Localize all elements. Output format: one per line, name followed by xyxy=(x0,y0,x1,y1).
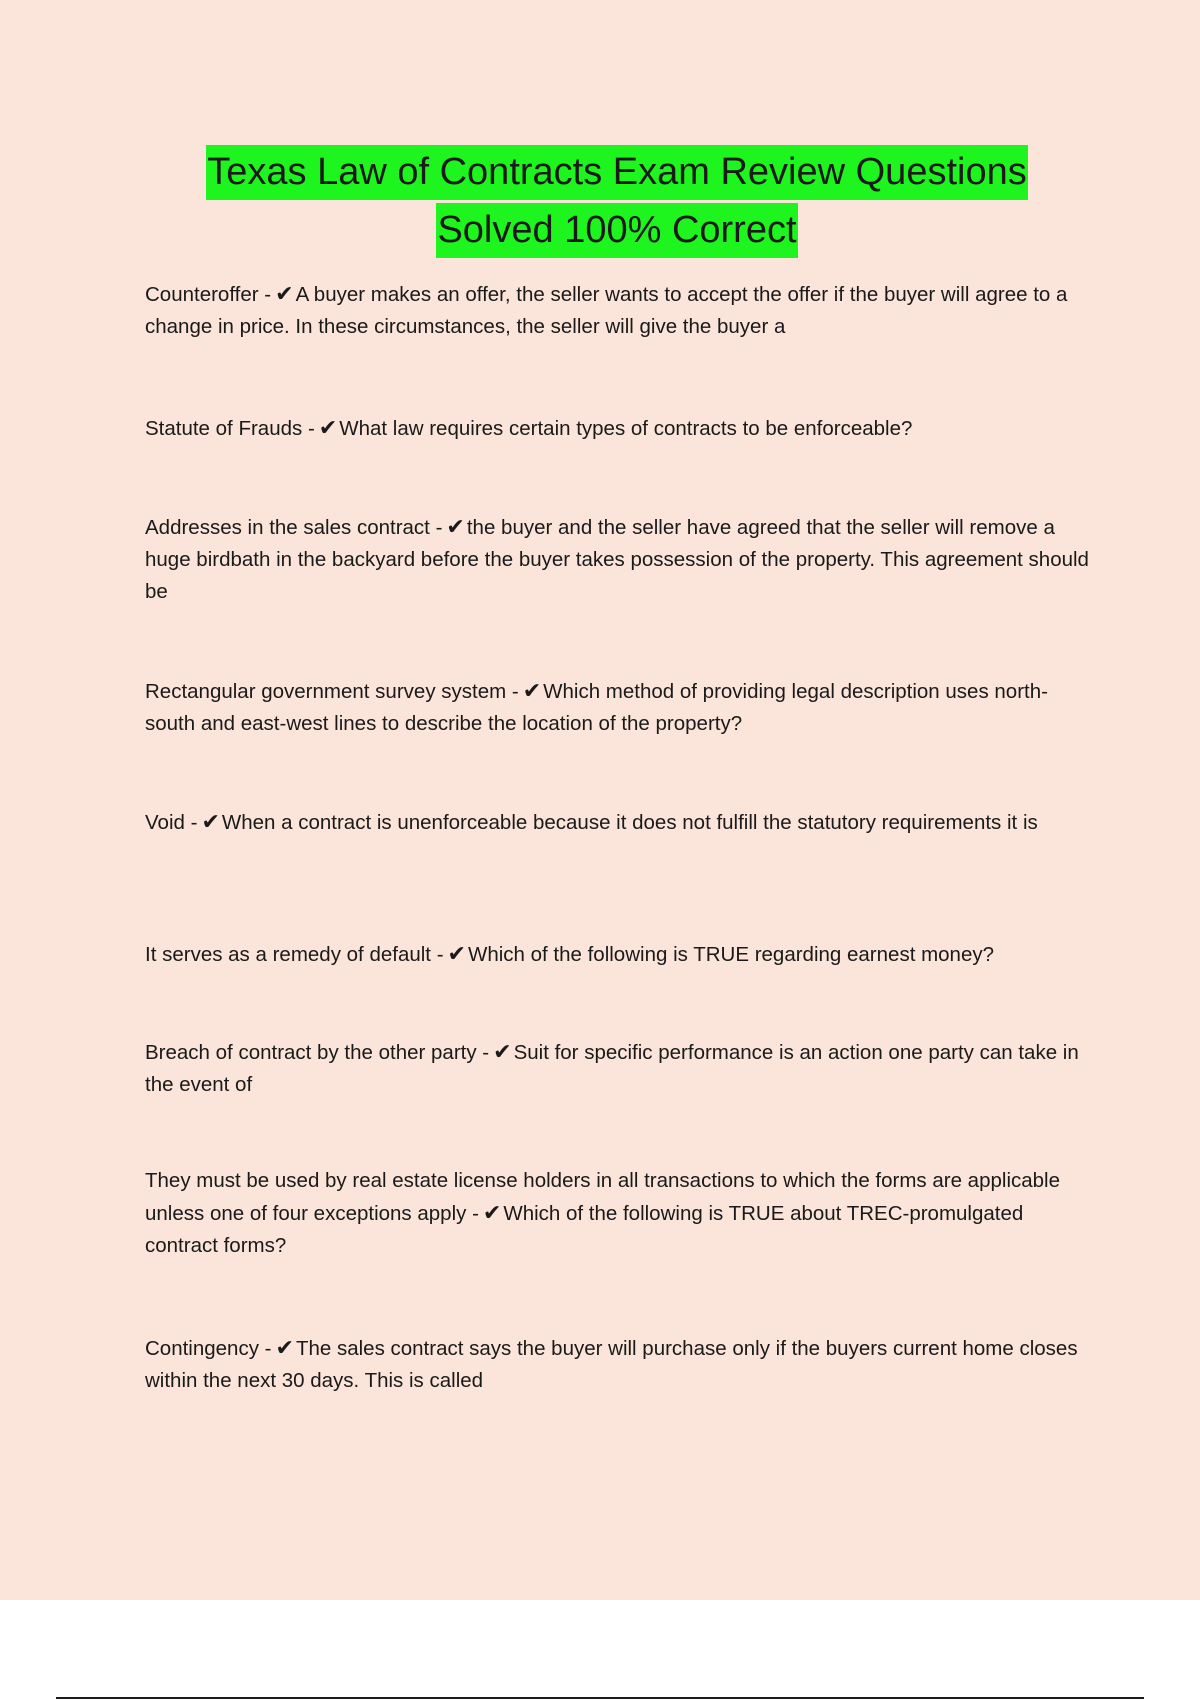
separator: - xyxy=(307,417,315,440)
answer-text: Statute of Frauds xyxy=(145,417,303,440)
answer-text: They must be used by real estate license holders in all transactions to which the forms are applicable unless one of four exceptions apply xyxy=(145,1169,1061,1225)
separator: - xyxy=(511,680,519,703)
qa-item xyxy=(145,412,1095,445)
check-icon: ✔ xyxy=(482,1200,502,1225)
check-icon: ✔ xyxy=(522,678,542,703)
question-text: When a contract is unenforceable because it does not fulfill the statutory requirements it is xyxy=(221,811,1038,834)
title-line-2: Solved 100% Correct xyxy=(436,203,797,258)
check-icon: ✔ xyxy=(447,941,466,966)
separator: - xyxy=(472,1202,479,1225)
answer-text: Counteroffer xyxy=(145,283,259,306)
answer-text: Addresses in the sales contract xyxy=(145,516,430,539)
qa-item xyxy=(145,511,1095,608)
answer-text: Void xyxy=(145,811,185,834)
question-text: A buyer makes an offer, the seller wants to accept the offer if the buyer will agree to a change in price. In these circumstances, the seller will give the buyer a xyxy=(145,283,1068,338)
question-text: The sales contract says the buyer will purchase only if the buyers current home closes within the next 30 days. This is called xyxy=(145,1337,1078,1392)
question-text: Which of the following is TRUE regarding earnest money? xyxy=(467,943,995,966)
separator: - xyxy=(264,283,272,306)
question-text: the buyer and the seller have agreed that the seller will remove a huge birdbath in the backyard before the buyer takes possession of the property. This agreement should be xyxy=(145,516,1089,603)
separator: - xyxy=(436,943,444,966)
qa-item xyxy=(145,1165,1095,1262)
qa-item xyxy=(145,806,1095,839)
answer-text: Contingency xyxy=(145,1337,259,1360)
question-text: What law requires certain types of contracts to be enforceable? xyxy=(339,417,913,440)
answer-text: It serves as a remedy of default xyxy=(145,943,431,966)
check-icon: ✔ xyxy=(493,1039,512,1064)
qa-item xyxy=(145,1036,1095,1101)
document-title xyxy=(0,145,1200,261)
separator: - xyxy=(190,811,198,834)
separator: - xyxy=(482,1041,490,1064)
check-icon: ✔ xyxy=(275,1335,294,1360)
qa-item xyxy=(145,938,1095,971)
check-icon: ✔ xyxy=(446,514,465,539)
qa-item xyxy=(145,1332,1095,1397)
title-line-1: Texas Law of Contracts Exam Review Questions xyxy=(206,145,1027,200)
check-icon: ✔ xyxy=(318,415,338,440)
separator: - xyxy=(435,516,443,539)
qa-item xyxy=(145,675,1095,740)
question-text: Which method of providing legal description uses north-south and east-west lines to describe the location of the property? xyxy=(145,680,1048,735)
separator: - xyxy=(264,1337,272,1360)
question-text: Which of the following is TRUE about TREC-promulgated contract forms? xyxy=(145,1202,1024,1257)
answer-text: Rectangular government survey system xyxy=(145,680,507,703)
check-icon: ✔ xyxy=(275,281,294,306)
footer-divider xyxy=(56,1697,1144,1699)
question-text: Suit for specific performance is an action one party can take in the event of xyxy=(145,1041,1079,1096)
answer-text: Breach of contract by the other party xyxy=(145,1041,477,1064)
check-icon: ✔ xyxy=(201,809,220,834)
qa-item xyxy=(145,278,1095,343)
